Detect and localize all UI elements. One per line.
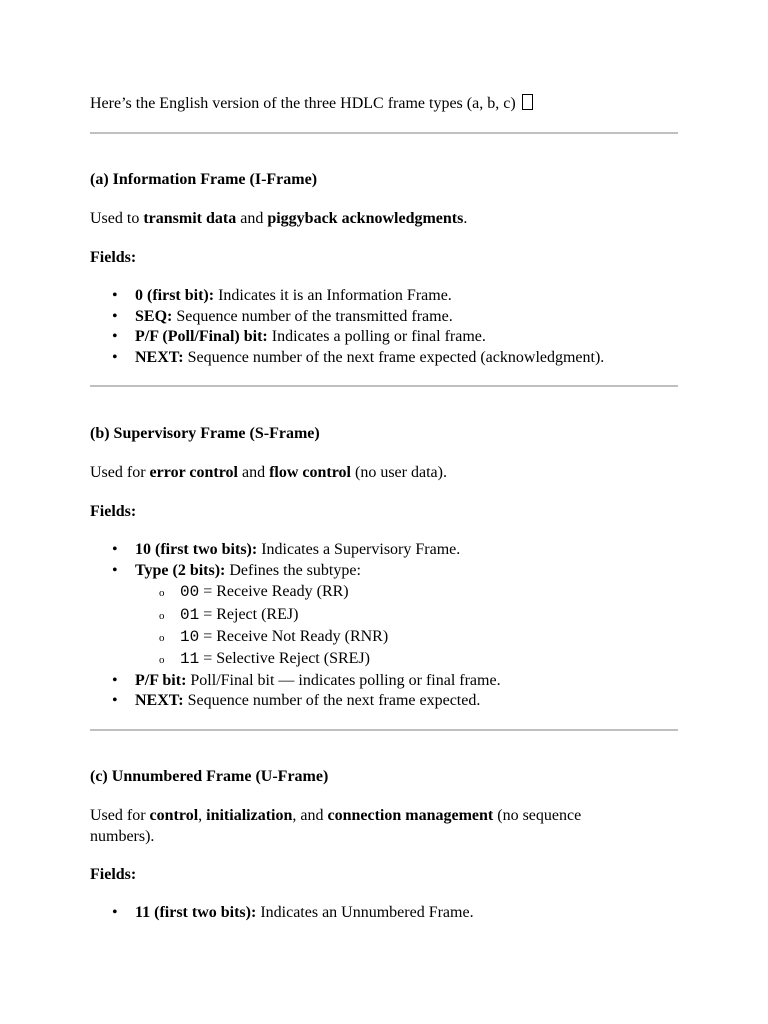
list-item: • 11 (first two bits): Indicates an Unnumbered Frame. <box>90 903 690 924</box>
uframe-description-cont: numbers). <box>90 828 155 845</box>
divider <box>90 132 678 134</box>
uframe-fields-label: Fields: <box>90 866 137 883</box>
list-item: • NEXT: Sequence number of the next frame expected. <box>90 691 690 712</box>
sframe-description: Used for error control and flow control (no user data). <box>90 464 447 481</box>
list-item: o 00 = Receive Ready (RR) <box>135 581 690 603</box>
list-item: • NEXT: Sequence number of the next frame expected (acknowledgment). <box>90 348 690 369</box>
uframe-heading: (c) Unnumbered Frame (U-Frame) <box>90 768 329 785</box>
iframe-fields-label: Fields: <box>90 249 137 266</box>
list-item: o 01 = Reject (REJ) <box>135 604 690 626</box>
list-item: o 10 = Receive Not Ready (RNR) <box>135 626 690 648</box>
divider <box>90 385 678 387</box>
sframe-fields-label: Fields: <box>90 503 137 520</box>
uframe-fields-list <box>90 903 690 924</box>
iframe-description: Used to transmit data and piggyback acknowledgments. <box>90 210 468 227</box>
list-item: • Type (2 bits): Defines the subtype: o 00 = Receive Ready (RR) o 01 = Reject (REJ) o 10 = Receive Not Ready (RNR) o 11 = Selective Reject (SREJ) <box>90 561 690 671</box>
intro-text: Here’s the English version of the three HDLC frame types (a, b, c) <box>90 94 533 114</box>
divider <box>90 729 678 731</box>
iframe-fields-list <box>90 286 690 369</box>
list-item: • P/F bit: Poll/Final bit — indicates polling or final frame. <box>90 671 690 692</box>
uframe-description: Used for control, initialization, and connection management (no sequence <box>90 807 582 824</box>
list-item: • SEQ: Sequence number of the transmitted frame. <box>90 307 690 328</box>
list-item: • 10 (first two bits): Indicates a Supervisory Frame. <box>90 540 690 561</box>
iframe-heading: (a) Information Frame (I-Frame) <box>90 171 318 188</box>
placeholder-glyph-icon <box>522 94 533 110</box>
subtype-list <box>135 581 690 670</box>
list-item: o 11 = Selective Reject (SREJ) <box>135 648 690 670</box>
sframe-heading: (b) Supervisory Frame (S-Frame) <box>90 425 320 442</box>
sframe-fields-list <box>90 540 690 712</box>
list-item: • 0 (first bit): Indicates it is an Information Frame. <box>90 286 690 307</box>
list-item: • P/F (Poll/Final) bit: Indicates a polling or final frame. <box>90 327 690 348</box>
